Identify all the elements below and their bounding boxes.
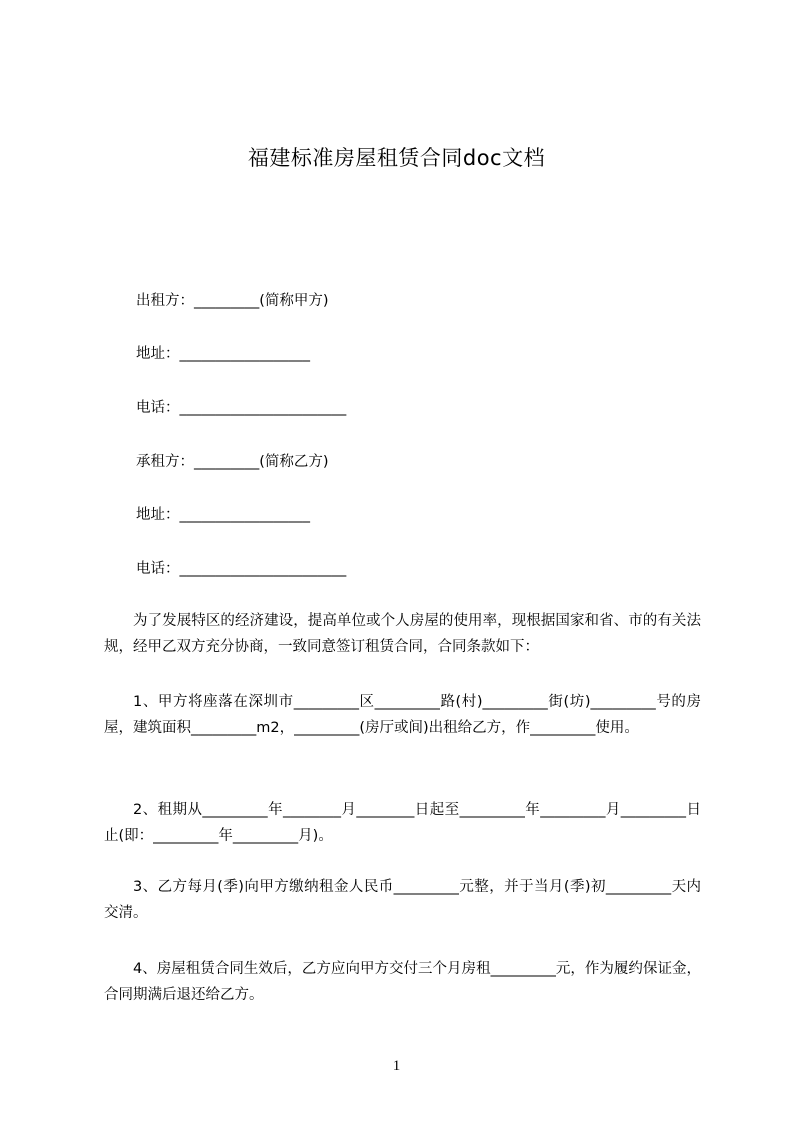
clause-4: 4、房屋租赁合同生效后，乙方应向甲方交付三个月房租_________元，作为履约保证金，合同期满后退还给乙方。 [104,961,701,1003]
lessee-address-field [136,504,310,526]
lessor-label: 出租方： [136,293,194,309]
lessor-phone-label: 电话： [136,400,180,416]
intro-paragraph: 为了发展特区的经济建设，提高单位或个人房屋的使用率，现根据国家和省、市的有关法规，经甲乙双方充分协商，一致同意签订租赁合同，合同条款如下： [104,613,701,655]
clause-2: 2、租期从_________年________月________日起至_________年_________月_________日止(即：_________年_________月)。 [104,802,701,844]
lessee-note: (简称乙方) [259,454,329,470]
lessee-phone-field [136,558,346,580]
document-title: 福建标准房屋租赁合同doc文档 [247,146,546,170]
lessee-address-blank: __________________ [179,507,310,523]
lessor-address-field [136,343,310,365]
lessor-phone-field [136,397,346,419]
lessor-field [136,290,329,312]
lessor-blank: _________ [194,293,260,309]
lessor-note: (简称甲方) [259,293,329,309]
lessee-label: 承租方： [136,454,194,470]
lessor-phone-blank: _______________________ [179,400,347,416]
clause-1: 1、甲方将座落在深圳市_________区_________路(村)_________街(坊)_________号的房屋，建筑面积_________m2，_________(房厅或间)出租给乙方，作_________使用。 [104,694,701,736]
lessee-blank: _________ [194,454,260,470]
lessor-address-label: 地址： [136,346,180,362]
lessee-phone-blank: _______________________ [179,561,347,577]
lessee-field [136,451,329,473]
page-number: 1 [392,1058,401,1074]
lessee-address-label: 地址： [136,507,180,523]
lessee-phone-label: 电话： [136,561,180,577]
lessor-address-blank: __________________ [179,346,310,362]
clause-3: 3、乙方每月(季)向甲方缴纳租金人民币_________元整，并于当月(季)初_________天内交清。 [104,879,701,921]
